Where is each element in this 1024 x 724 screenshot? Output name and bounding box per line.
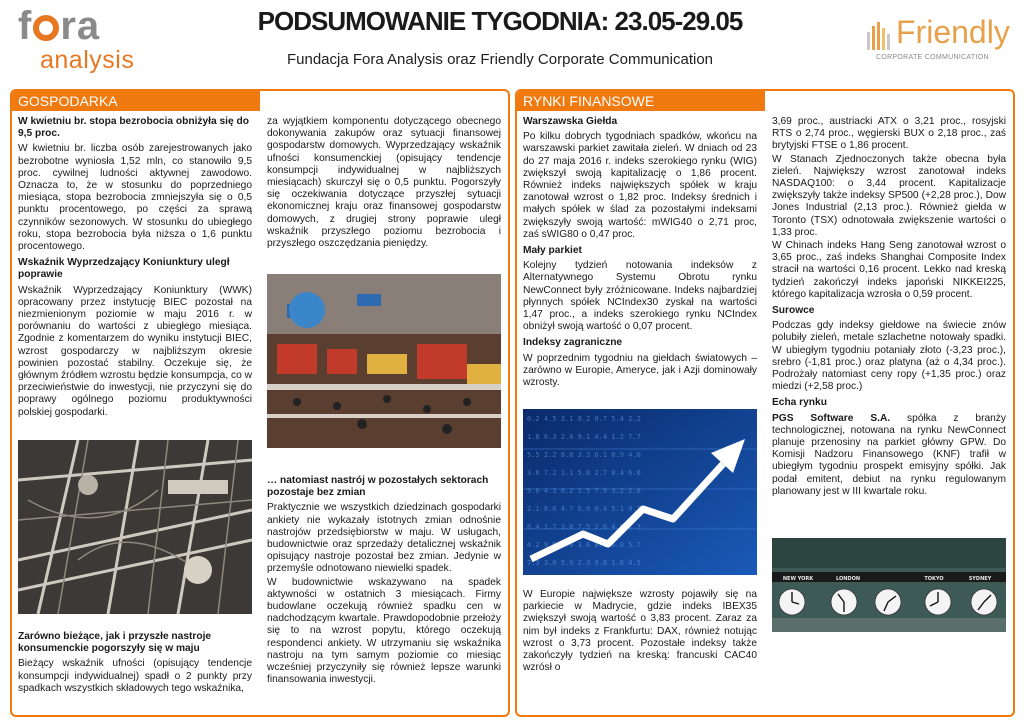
industrial-pipes-photo xyxy=(18,440,252,614)
economy-column-1 xyxy=(18,116,252,420)
company-name: PGS Software S.A. xyxy=(772,412,891,424)
article-paragraph: Bieżący wskaźnik ufności (opisujący tendencje konsumpcji indywidualnej) spadł o 2 punkty przy spadkach wszystkich składowych tego wskaźnika, xyxy=(18,658,252,694)
title-block xyxy=(180,6,820,68)
article-paragraph: W Stanach Zjednoczonych także obecna była zieleń. Największy wzrost zanotował indeks NASDAQ100: o 3,44 procent. Kapitalizacje zwiększyły także indeksy SP500 (+2,28 proc.), Dow Jones Industrial (2,13 proc.). Również giełda w Toronto (TSX) odnotowała zwiększenie wartości o 1,33 proc. xyxy=(772,153,1006,238)
article-paragraph xyxy=(772,413,1006,498)
svg-text:4.2 9.5 0.8 3.6 8.1 6.0 5.7: 4.2 9.5 0.8 3.6 8.1 6.0 5.7 xyxy=(527,541,641,549)
article-paragraph: W Europie największe wzrosty pojawiły się na parkiecie w Madrycie, gdzie indeks IBEX35 zwiększył swoją wartość o 3,83 procent. Zaraz za nim był indeks z Frankfurtu: DAX, również notując wzrost o 3,73 procent. Pozostałe indeksy także zakończyły tydzień na kreską: francuski CAC40 wzrósł o xyxy=(523,589,757,674)
svg-text:3.6 7.2 1.1 5.8 2.7 8.4 6.6: 3.6 7.2 1.1 5.8 2.7 8.4 6.6 xyxy=(527,469,641,477)
svg-text:1.8 6.3 2.4 9.1 4.4 1.2 7.7: 1.8 6.3 2.4 9.1 4.4 1.2 7.7 xyxy=(527,433,641,441)
clock-label-sydney: SYDNEY xyxy=(968,576,992,582)
article-paragraph: W poprzednim tygodniu na giełdach światowych – zarówno w Europie, Ameryce, jak i Azji dominowały wzrosty. xyxy=(523,352,757,389)
page-title: PODSUMOWANIE TYGODNIA: 23.05-29.05 xyxy=(257,6,743,36)
friendly-bars-icon xyxy=(866,18,892,50)
svg-text:0.2 4.5 3.1 8.2 0.7 5.4 2.2: 0.2 4.5 3.1 8.2 0.7 5.4 2.2 xyxy=(527,415,641,423)
fora-o-ring-icon xyxy=(33,15,59,41)
clock-label-new-york: NEW YORK xyxy=(782,576,814,582)
article-paragraph: Praktycznie we wszystkich dziedzinach gospodarki ankiety nie wykazały istotnych zmian odnośnie nastrojów przedsiębiorstw w maju. W usługach, budownictwie oraz sprzedaży detalicznej wskaźnik opisujący nastroje pozostał bez zmian. Jedynie w przemyśle odnotowano niewielki spadek. xyxy=(267,502,501,575)
article-paragraph: W Chinach indeks Hang Seng zanotował wzrost o 3,65 proc., zaś indeks Shanghai Composite Index stracił na wartości 0,16 procent. Lekko nad kreską tydzień zakończył indeks japoński NIKKEI225, którego kapitalizacja wzrosła o 0,59 procent. xyxy=(772,240,1006,300)
article-heading: W kwietniu br. stopa bezrobocia obniżyła się do 9,5 proc. xyxy=(18,116,249,140)
article-paragraph: W budownictwie wskazywano na spadek aktywności w ostatnich 3 miesiącach. Firmy budowlane oczekują również spadku cen w nadchodzącym kwartale. Prawdopodobnie przełoży się to na wzrost popytu, którego oczekują respondenci ankiety. W utrzymaniu się wskaźnika nastroju na tym samym poziomie co miesiąc wcześniej przyczyniły się również lepsze warunki finansowania inwestycji. xyxy=(267,576,501,686)
economy-column-2-bottom xyxy=(267,475,501,687)
economy-column-1-bottom xyxy=(18,631,252,696)
markets-column-2 xyxy=(772,116,1006,499)
article-heading: Mały parkiet xyxy=(523,245,582,257)
friendly-tagline: CORPORATE COMMUNICATION xyxy=(876,54,989,61)
fora-analysis-logo xyxy=(18,4,135,74)
article-paragraph: Wskaźnik Wyprzedzający Koniunktury (WWK) opracowany przez instytucję BIEC pozostał na niezmienionym poziomie w maju 2016 r. w porównaniu do wartości z ubiegłego miesiąca. Zgodnie z komentarzem do wyniku instytucji BIEC, wzrost gospodarczy w najbliższym okresie powinien pozostać stabilny. Oczekuje się, że głównym źródłem wzrostu będzie konsumpcja, co w przeciwieństwie do inwestycji, nie przyczyni się do poprawy ogólnego poziomu produktywności polskiej gospodarki. xyxy=(18,284,252,418)
section-title-markets: RYNKI FINANSOWE xyxy=(517,91,765,111)
article-heading: … natomiast nastrój w pozostałych sektorach pozostaje bez zmian xyxy=(267,475,489,499)
svg-text:5.5 2.2 8.8 3.3 6.1 0.9 4.0: 5.5 2.2 8.8 3.3 6.1 0.9 4.0 xyxy=(527,451,641,459)
supermarket-photo xyxy=(267,274,501,448)
economy-column-2-top xyxy=(267,116,501,251)
svg-text:2.1 8.6 4.7 6.9 0.4 5.1 9.3: 2.1 8.6 4.7 6.9 0.4 5.1 9.3 xyxy=(527,505,641,513)
company-text: spółka z branży technologicznej, notowana na rynku NewConnect planuje przenosiny na parkiet główny GPW. Do Komisji Nadzoru Finansowego (KNF) trafił w ubiegłym tygodniu prospekt emisyjny spółki. Jak podał emitent, debiut na rynku regulowanym planowany jest w III kwartale roku. xyxy=(772,412,1006,497)
analysis-wordmark: analysis xyxy=(40,46,135,74)
article-paragraph: 3,69 proc., austriacki ATX o 3,21 proc., rosyjski RTS o 2,74 proc., węgierski BUX o 2,18 proc., zaś brytyjski FTSE o 1,86 procent. xyxy=(772,116,1006,152)
article-heading: Zarówno bieżące, jak i przyszłe nastroje konsumenckie pogorszyły się w maju xyxy=(18,631,212,655)
svg-text:9.0 4.3 6.2 1.5 7.9 3.2 2.8: 9.0 4.3 6.2 1.5 7.9 3.2 2.8 xyxy=(527,487,641,495)
friendly-logo xyxy=(866,16,1016,66)
clock-label-tokyo: TOKYO xyxy=(924,576,944,582)
article-heading: Echa rynku xyxy=(772,397,827,409)
friendly-wordmark: Friendly xyxy=(896,14,1010,50)
article-paragraph: W kwietniu br. liczba osób zarejestrowanych jako bezrobotne wyniosła 1,52 mln, co stanowiło 9,5 proc. cywilnej ludności aktywnej zawodowo. Oznacza to, że w stosunku do poprzedniego miesiąca, stopa bezrobocia zmniejszyła się o 0,5 punktu procentowego, po części za sprawą czynników sezonowych. W stosunku do ubiegłego roku, stopa bezrobocia była niższa o 1,6 punktu procentowego. xyxy=(18,143,252,253)
article-heading: Wskaźnik Wyprzedzający Koniunktury uległ poprawie xyxy=(18,257,230,281)
article-heading: Surowce xyxy=(772,305,815,317)
clock-label-london: LONDON xyxy=(835,576,861,582)
article-paragraph: Podczas gdy indeksy giełdowe na świecie znów polubiły zieleń, metale szlachetne notowały spadki. W ubiegłym tygodniu potaniały złoto (-3,23 proc.), srebro (-1,81 proc.) oraz platyna (aż o 4,34 proc.). Podrożały natomiast ceny ropy (+1,35 proc.) oraz miedzi (+2,58 proc.) xyxy=(772,320,1006,393)
svg-text:6.4 1.7 3.8 7.5 2.6 4.9 1.3: 6.4 1.7 3.8 7.5 2.6 4.9 1.3 xyxy=(527,523,641,531)
article-paragraph: Kolejny tydzień notowania indeksów z Alternatywnego Systemu Obrotu rynku NewConnect były zróżnicowane. Indeks najbardziej płynnych spółek NCIndex30 zyskał na wartości 1,47 proc., a indeks szerokiego rynku NCIndex obniżył swoją wartość o 0,07 procent. xyxy=(523,260,757,333)
article-paragraph: za wyjątkiem komponentu dotyczącego obecnego dokonywania zakupów oraz sytuacji finansowej gospodarstw domowych. Wyprzedzający wskaźnik ufności konsumenckiej (opisujący tendencje konsumpcji indywidualnej w najbliższych miesiącach) skurczył się o 0,5 punktu. Pogorszyły się oczekiwania dotyczące przyszłej sytuacji ekonomicznej kraju oraz finansowej gospodarstw domowych, z drugiej strony poprawie uległ wskaźnik przyszłego poziomu bezrobocia i przyszłego oszczędzania pieniędzy. xyxy=(267,116,501,250)
svg-text:7.3 3.0 5.9 2.3 9.8 1.6 4.5: 7.3 3.0 5.9 2.3 9.8 1.6 4.5 xyxy=(527,559,641,567)
section-title-economy: GOSPODARKA xyxy=(12,91,260,111)
stock-growth-arrow-photo xyxy=(523,409,757,575)
article-heading: Warszawska Giełda xyxy=(523,116,618,127)
world-clocks-photo xyxy=(772,538,1006,632)
page-subtitle: Fundacja Fora Analysis oraz Friendly Corporate Communication xyxy=(286,51,714,68)
markets-column-1-top xyxy=(523,116,757,390)
article-heading: Indeksy zagraniczne xyxy=(523,337,623,349)
article-paragraph: Po kilku dobrych tygodniach spadków, wkońcu na warszawski parkiet zawitała zieleń. W dniach od 23 do 27 maja 2016 r. indeks szerokiego rynku (WIG) zwiększył swoją kapitalizację o 1,86 procent. Również indeks największych spółek w kraju zanotował wzrost o 1,82 proc. Indeksy średnich i małych spółek w ślad za pozostałymi indeksami zwiększyły swoją wartość: mWIG40 o 2,71 proc, zaś sWIG80 o 0,47 proc. xyxy=(523,131,757,240)
markets-column-1-bottom xyxy=(523,589,757,675)
fora-wordmark: f ra xyxy=(18,4,101,48)
